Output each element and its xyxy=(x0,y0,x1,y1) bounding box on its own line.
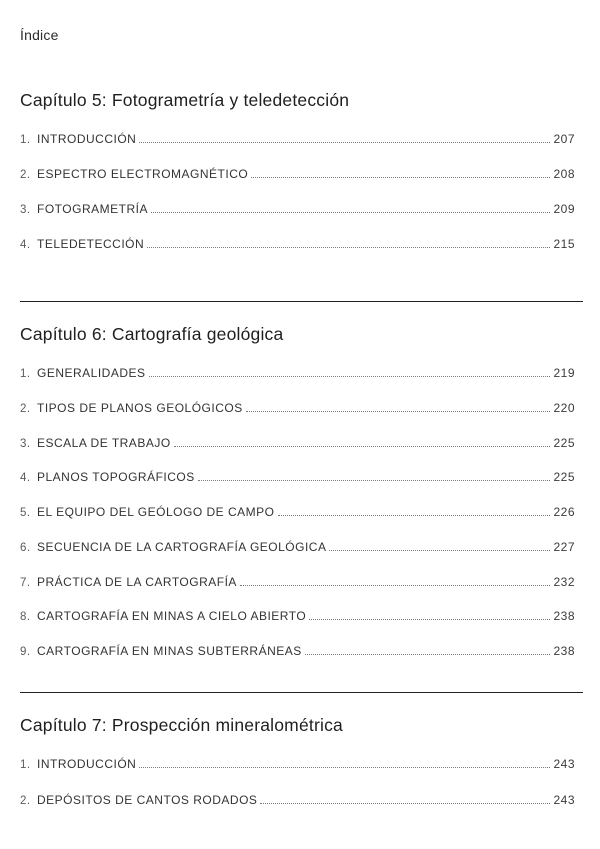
toc-entry xyxy=(20,397,575,415)
toc-entry-label: ESPECTRO ELECTROMAGNÉTICO xyxy=(37,167,249,181)
toc-entry-number: 2. xyxy=(20,169,31,181)
toc-entry-label: EL EQUIPO DEL GEÓLOGO DE CAMPO xyxy=(37,505,275,519)
dot-leader xyxy=(309,619,550,620)
running-header: Índice xyxy=(20,27,59,43)
dot-leader xyxy=(329,550,550,551)
toc-entry xyxy=(20,640,575,658)
dot-leader xyxy=(260,803,550,804)
toc-entry xyxy=(20,432,575,450)
toc-entry-page: 225 xyxy=(553,436,575,450)
toc-entry-label: PLANOS TOPOGRÁFICOS xyxy=(37,470,195,484)
toc-entry-number: 2. xyxy=(20,795,31,807)
toc-entry-label: TELEDETECCIÓN xyxy=(37,237,145,251)
toc-entry-number: 9. xyxy=(20,646,31,658)
toc-entry-label: CARTOGRAFÍA EN MINAS SUBTERRÁNEAS xyxy=(37,644,302,658)
section-divider xyxy=(20,692,583,693)
toc-entry-number: 8. xyxy=(20,611,31,623)
dot-leader xyxy=(139,142,550,143)
toc-entry-number: 4. xyxy=(20,239,31,251)
chapter-7-title: Capítulo 7: Prospección mineralométrica xyxy=(20,715,343,735)
toc-entry-page: 226 xyxy=(553,505,575,519)
toc-entry xyxy=(20,466,575,484)
dot-leader xyxy=(151,212,551,213)
toc-entry-page: 232 xyxy=(553,575,575,589)
dot-leader xyxy=(198,480,551,481)
dot-leader xyxy=(139,767,550,768)
toc-entry xyxy=(20,571,575,589)
dot-leader xyxy=(147,247,550,248)
toc-entry xyxy=(20,128,575,146)
toc-entry-page: 238 xyxy=(553,644,575,658)
toc-entry-number: 1. xyxy=(20,134,31,146)
toc-entry-page: 209 xyxy=(553,202,575,216)
toc-entry-page: 215 xyxy=(553,237,575,251)
chapter-5-title: Capítulo 5: Fotogrametría y teledetección xyxy=(20,90,350,110)
toc-entry-label: DEPÓSITOS DE CANTOS RODADOS xyxy=(37,793,258,807)
toc-entry xyxy=(20,536,575,554)
toc-entry-page: 227 xyxy=(553,540,575,554)
toc-entry-number: 2. xyxy=(20,403,31,415)
dot-leader xyxy=(174,446,551,447)
dot-leader xyxy=(278,515,551,516)
toc-entry-label: TIPOS DE PLANOS GEOLÓGICOS xyxy=(37,401,243,415)
toc-entry xyxy=(20,501,575,519)
toc-entry-label: ESCALA DE TRABAJO xyxy=(37,436,171,450)
toc-entry xyxy=(20,163,575,181)
dot-leader xyxy=(251,177,550,178)
toc-entry-number: 5. xyxy=(20,507,31,519)
toc-entry-page: 238 xyxy=(553,609,575,623)
toc-entry xyxy=(20,605,575,623)
toc-entry-label: PRÁCTICA DE LA CARTOGRAFÍA xyxy=(37,575,237,589)
toc-entry-number: 7. xyxy=(20,577,31,589)
toc-entry-page: 225 xyxy=(553,470,575,484)
toc-entry-page: 243 xyxy=(553,757,575,771)
toc-entry-page: 220 xyxy=(553,401,575,415)
toc-entry-label: SECUENCIA DE LA CARTOGRAFÍA GEOLÓGICA xyxy=(37,540,327,554)
toc-entry-page: 219 xyxy=(553,366,575,380)
toc-entry-number: 6. xyxy=(20,542,31,554)
toc-entry-number: 1. xyxy=(20,759,31,771)
toc-entry xyxy=(20,362,575,380)
toc-entry-label: GENERALIDADES xyxy=(37,366,146,380)
toc-entry-number: 3. xyxy=(20,438,31,450)
toc-entry xyxy=(20,753,575,771)
dot-leader xyxy=(240,585,551,586)
toc-entry-label: FOTOGRAMETRÍA xyxy=(37,202,148,216)
chapter-6-title: Capítulo 6: Cartografía geológica xyxy=(20,324,284,344)
toc-entry-number: 4. xyxy=(20,472,31,484)
toc-entry-number: 3. xyxy=(20,204,31,216)
toc-entry-page: 207 xyxy=(553,132,575,146)
toc-entry-page: 243 xyxy=(553,793,575,807)
dot-leader xyxy=(149,376,551,377)
toc-entry xyxy=(20,198,575,216)
toc-entry-label: CARTOGRAFÍA EN MINAS A CIELO ABIERTO xyxy=(37,609,307,623)
toc-entry-label: INTRODUCCIÓN xyxy=(37,757,137,771)
toc-entry xyxy=(20,789,575,807)
toc-entry-label: INTRODUCCIÓN xyxy=(37,132,137,146)
toc-entry-number: 1. xyxy=(20,368,31,380)
dot-leader xyxy=(305,654,551,655)
toc-entry xyxy=(20,233,575,251)
toc-entry-page: 208 xyxy=(553,167,575,181)
dot-leader xyxy=(246,411,551,412)
section-divider xyxy=(20,301,583,302)
